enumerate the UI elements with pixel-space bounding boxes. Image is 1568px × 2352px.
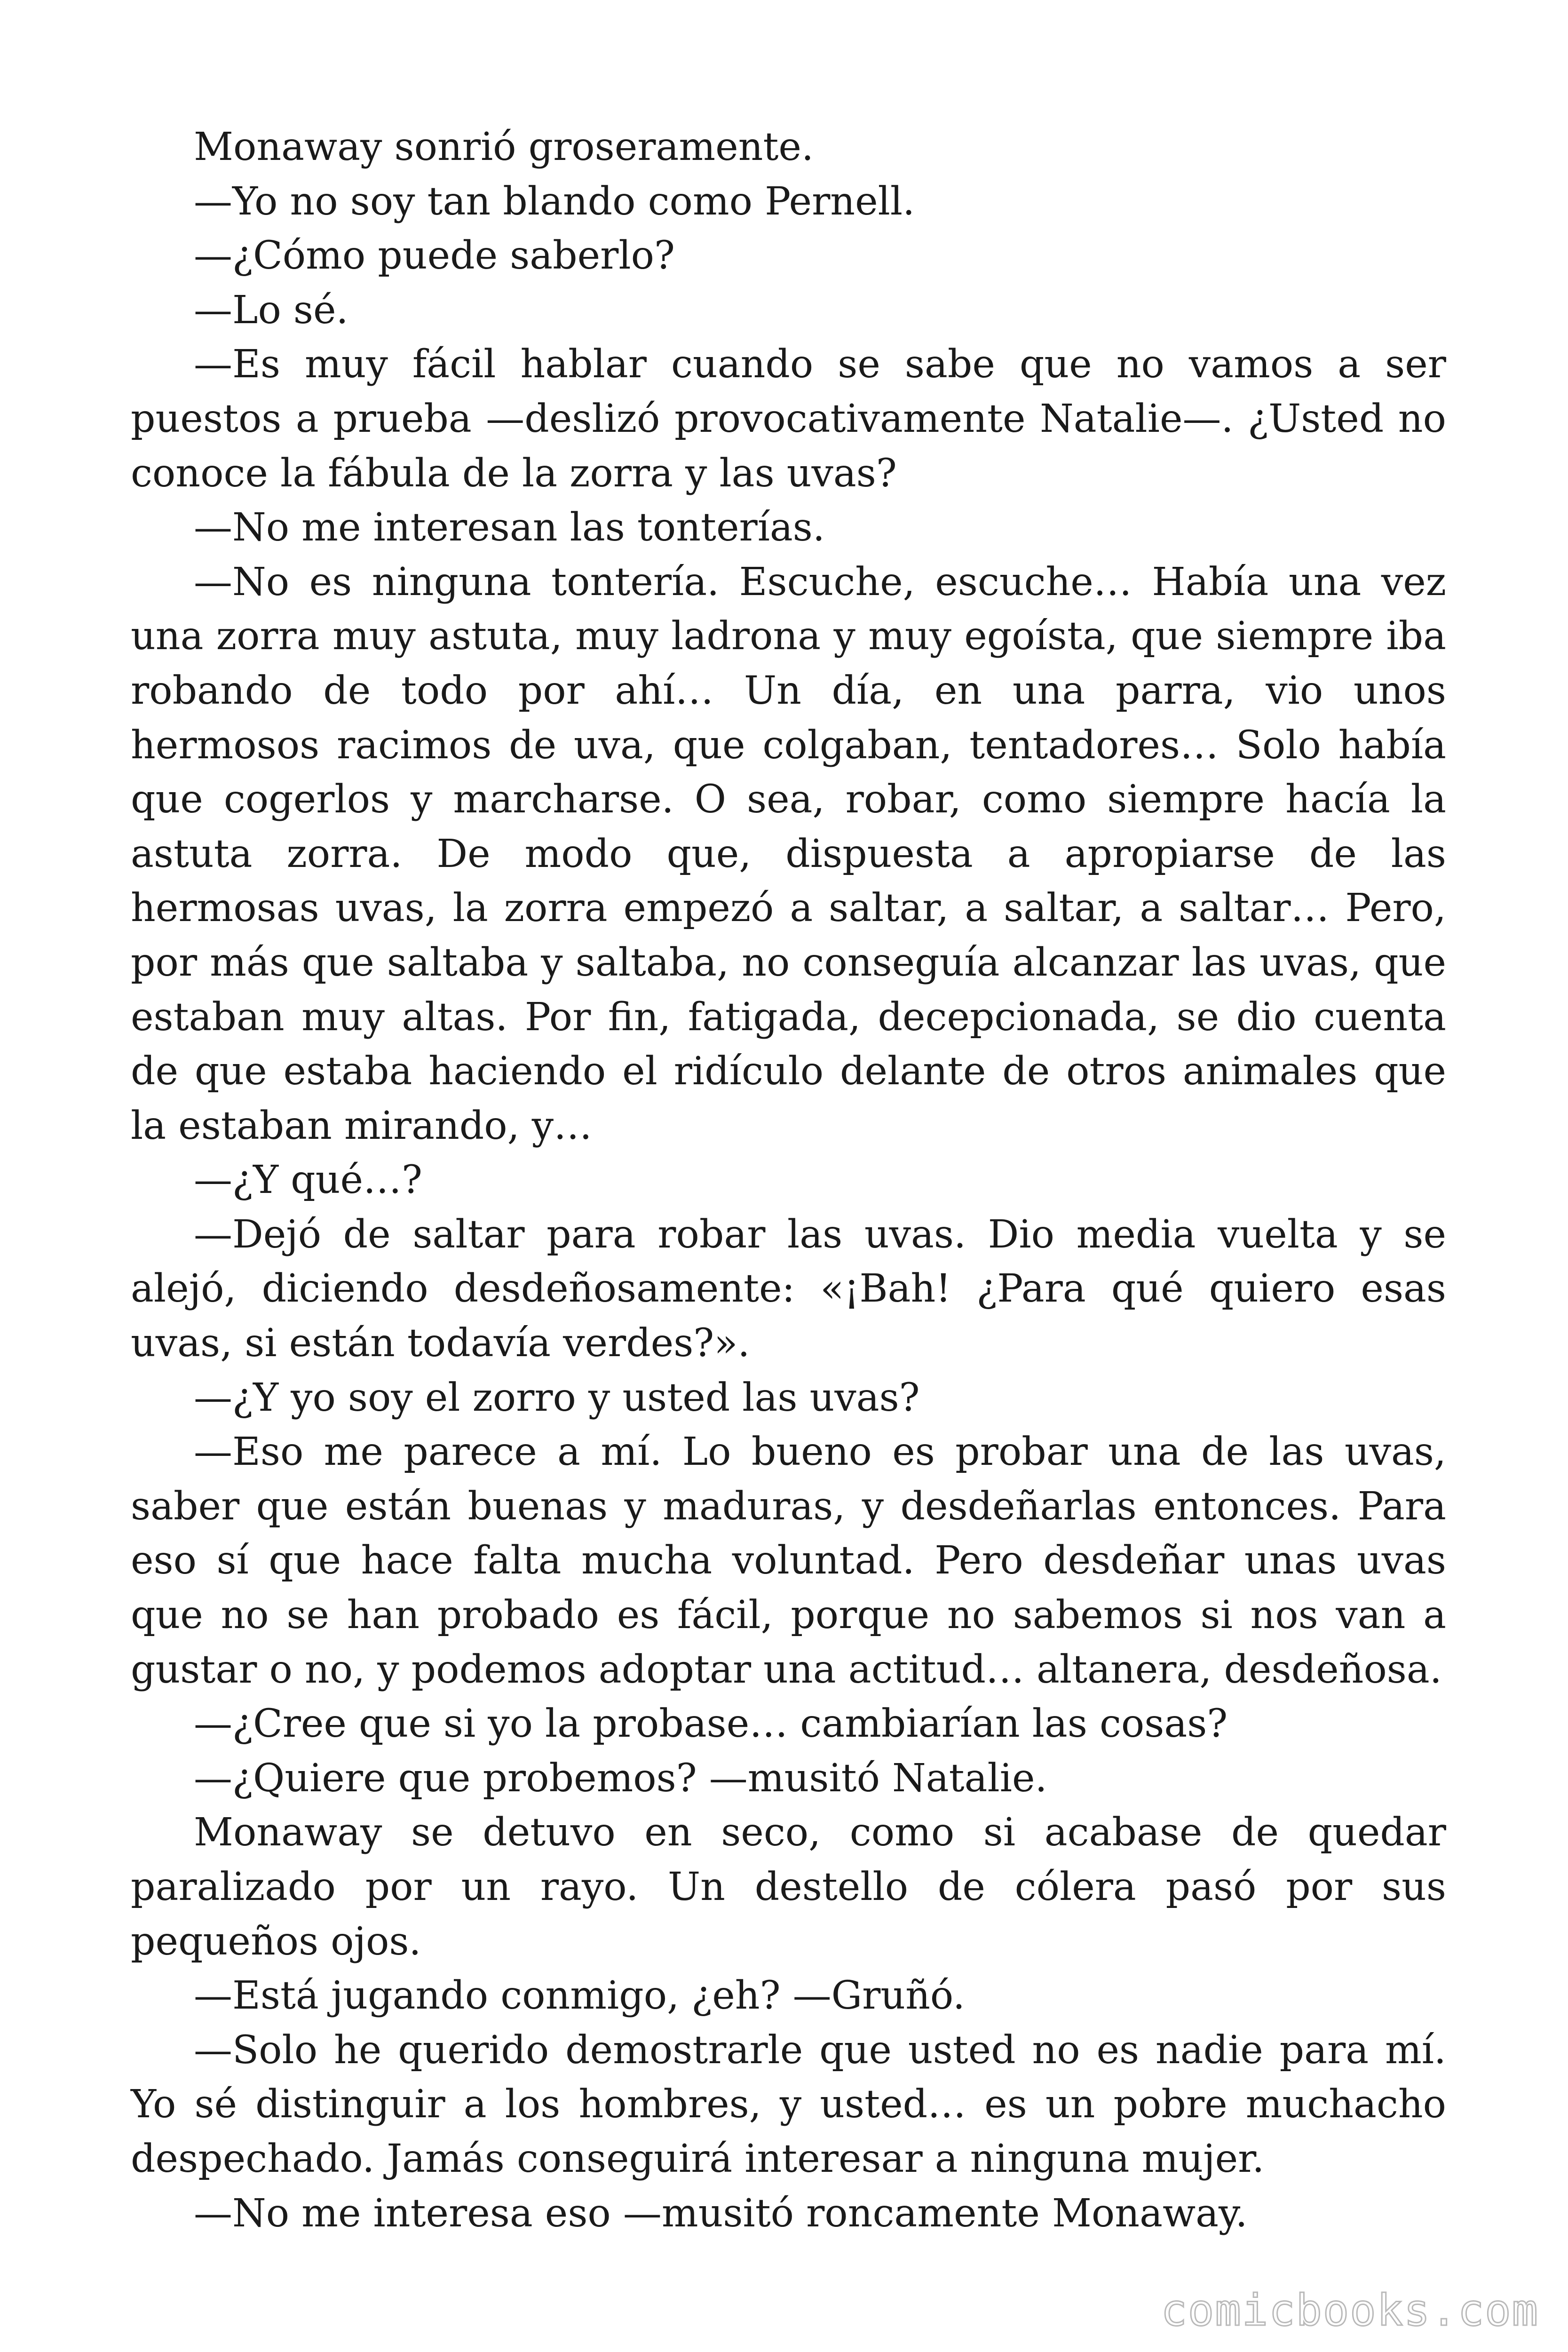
paragraph: —Yo no soy tan blando como Pernell. (194, 179, 915, 224)
paragraph: Monaway sonrió groseramente. (194, 125, 814, 169)
book-page-text (131, 120, 1446, 2241)
paragraph: Monaway se detuvo en seco, como si acabase de quedar paralizado por un rayo. Un destello de cólera pasó por sus pequeños ojos. (131, 1810, 1446, 1964)
paragraph: —¿Y qué…? (194, 1158, 422, 1203)
watermark-text: comicbooks.com (1161, 2285, 1539, 2336)
paragraph: —¿Cree que si yo la probase… cambiarían las cosas? (194, 1701, 1228, 1747)
paragraph: —Es muy fácil hablar cuando se sabe que no vamos a ser puestos a prueba —deslizó provocativamente Natalie—. ¿Usted no conoce la fábula de la zorra y las uvas? (131, 342, 1446, 496)
paragraph: —Lo sé. (194, 287, 348, 333)
paragraph: —¿Y yo soy el zorro y usted las uvas? (194, 1375, 920, 1420)
paragraph: —No me interesan las tonterías. (194, 505, 825, 550)
paragraph: —No es ninguna tontería. Escuche, escuche… Había una vez una zorra muy astuta, muy ladrona y muy egoísta, que siempre iba robando de todo por ahí… Un día, en una parra, vio unos hermosos racimos de uva, que colgaban, tentadores… Solo había que cogerlos y marcharse. O sea, robar, como siempre hacía la astuta zorra. De modo que, dispuesta a apropiarse de las hermosas uvas, la zorra empezó a saltar, a saltar, a saltar… Pero, por más que saltaba y saltaba, no conseguía alcanzar las uvas, que estaban muy altas. Por fin, fatigada, decepcionada, se dio cuenta de que estaba haciendo el ridículo delante de otros animales que la estaban mirando, y… (131, 559, 1446, 1148)
paragraph: —Dejó de saltar para robar las uvas. Dio media vuelta y se alejó, diciendo desdeñosamente: «¡Bah! ¿Para qué quiero esas uvas, si están todavía verdes?». (131, 1212, 1446, 1366)
paragraph: —¿Quiere que probemos? —musitó Natalie. (194, 1756, 1047, 1801)
paragraph: —Está jugando conmigo, ¿eh? —Gruñó. (194, 1973, 965, 2018)
paragraph: —Solo he querido demostrarle que usted no es nadie para mí. Yo sé distinguir a los hombres, y usted… es un pobre muchacho despechado. Jamás conseguirá interesar a ninguna mujer. (131, 2027, 1446, 2181)
paragraph: —¿Cómo puede saberlo? (194, 233, 675, 278)
paragraph: —No me interesa eso —musitó roncamente Monaway. (194, 2191, 1248, 2236)
paragraph: —Eso me parece a mí. Lo bueno es probar una de las uvas, saber que están buenas y maduras, y desdeñarlas entonces. Para eso sí que hace falta mucha voluntad. Pero desdeñar unas uvas que no se han probado es fácil, porque no sabemos si nos van a gustar o no, y podemos adoptar una actitud… altanera, desdeñosa. (131, 1430, 1446, 1692)
